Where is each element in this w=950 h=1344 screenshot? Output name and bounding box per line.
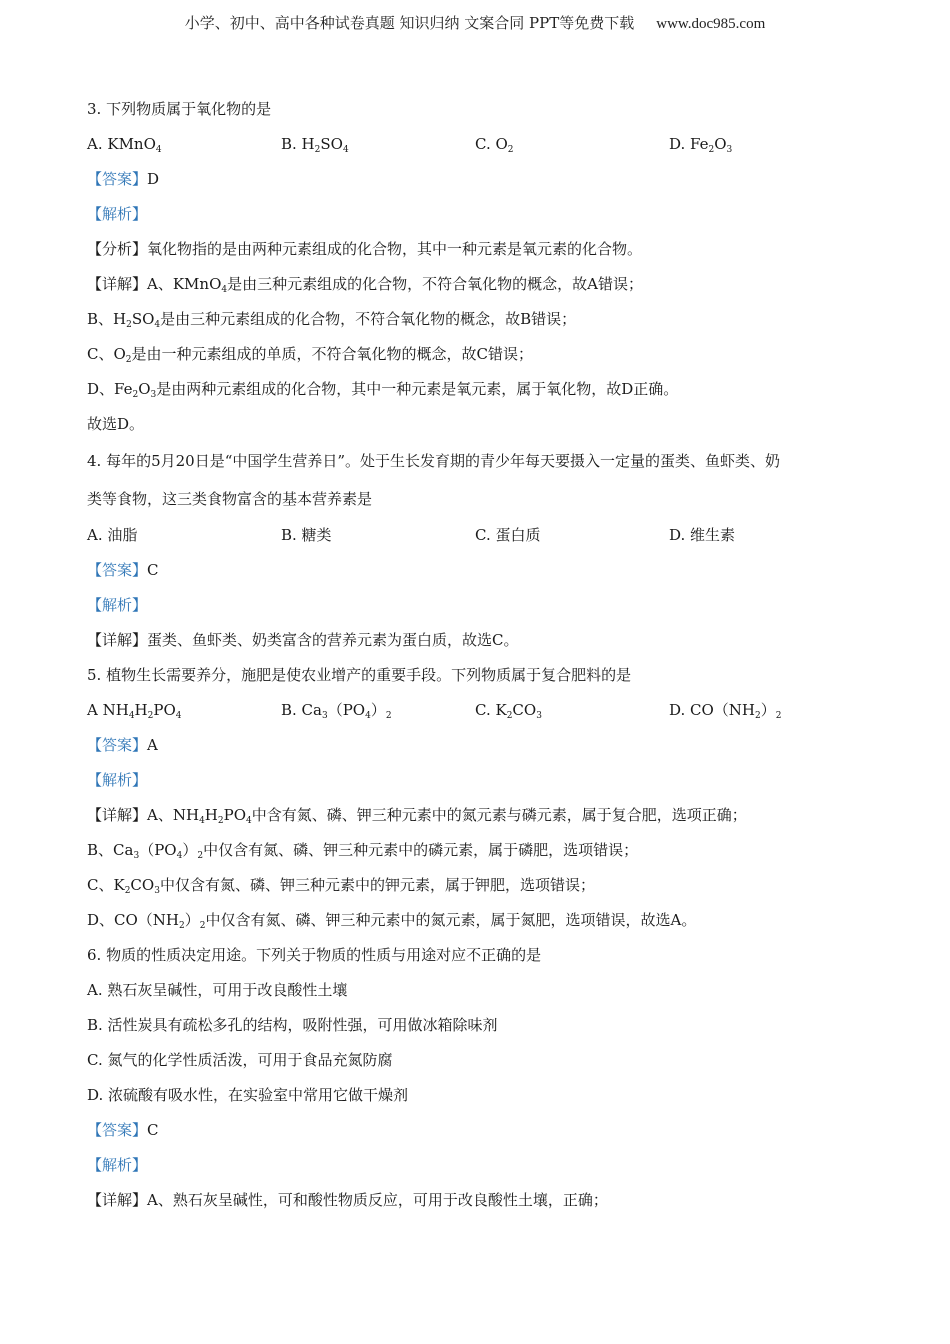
q5-option-d: D. $CO(NH_2)_2$ (669, 701, 782, 721)
q5-analysis-label: 【解析】 (87, 771, 148, 789)
q3-options (87, 127, 877, 162)
q6-option-d: D. 浓硫酸有吸水性，在实验室中常用它做干燥剂 (87, 1086, 409, 1104)
q4-options (87, 518, 877, 553)
q5-option-c: C. $K_2CO_3$ (475, 701, 542, 721)
q3-detail-c: C、$O_2$是由一种元素组成的单质，不符合氧化物的概念，故C错误； (87, 345, 533, 365)
q4-option-b: B. 糖类 (281, 526, 332, 544)
q5-detail-b: B、$Ca_3(PO_4)_2$中仅含有氮、磷、钾三种元素中的磷元素，属于磷肥，选项错误； (87, 841, 639, 861)
q3-detail-d: D、$Fe_2O_3$是由两种元素组成的化合物，其中一种元素是氧元素，属于氧化物，故D正确。 (87, 380, 679, 400)
q3-analysis-label: 【解析】 (87, 205, 148, 223)
document-body (87, 92, 877, 1218)
q3-detail-a: 【详解】A、KMnO$_4$是由三种元素组成的化合物，不符合氧化物的概念，故A错误； (87, 275, 643, 295)
header-title: 小学、初中、高中各种试卷真题 知识归纳 文案合同 PPT等免费下载 (184, 14, 635, 32)
q4-detail: 【详解】蛋类、鱼虾类、奶类富含的营养元素为蛋白质，故选C。 (87, 631, 519, 649)
q3-option-d: D. $Fe_2O_3$ (669, 135, 733, 155)
q4-option-a: A. 油脂 (87, 526, 138, 544)
page-header (0, 12, 950, 33)
q6-analysis-label: 【解析】 (87, 1156, 148, 1174)
q3-answer: 【答案】D (87, 170, 160, 188)
header-site: www.doc985.com (656, 16, 766, 32)
q5-detail-a: 【详解】A、$NH_4H_2PO_4$中含有氮、磷、钾三种元素中的氮元素与磷元素，属于复合肥，选项正确； (87, 806, 747, 826)
q5-detail-d: D、$CO(NH_2)_2$中仅含有氮、磷、钾三种元素中的氮元素，属于氮肥，选项错误，故选A。 (87, 911, 697, 931)
q3-option-b: B. $H_2SO_4$ (281, 135, 349, 155)
q4-stem-line2: 类等食物，这三类食物富含的基本营养素是 (87, 490, 373, 508)
q5-stem: 5. 植物生长需要养分，施肥是使农业增产的重要手段。下列物质属于复合肥料的是 (87, 666, 632, 684)
q3-fenxi: 【分析】氧化物指的是由两种元素组成的化合物，其中一种元素是氧元素的化合物。 (87, 240, 643, 258)
q4-analysis-label: 【解析】 (87, 596, 148, 614)
q3-conclusion: 故选D。 (87, 415, 145, 433)
q5-detail-c: C、$K_2CO_3$中仅含有氮、磷、钾三种元素中的钾元素，属于钾肥，选项错误； (87, 876, 595, 896)
q5-option-a: A $NH_4H_2PO_4$ (87, 701, 182, 721)
q3-option-c: C. $O_2$ (475, 135, 514, 155)
q3-stem: 3. 下列物质属于氧化物的是 (87, 100, 272, 118)
q6-detail: 【详解】A、熟石灰呈碱性，可和酸性物质反应，可用于改良酸性土壤，正确； (87, 1191, 608, 1209)
q5-options (87, 693, 877, 728)
q6-option-c: C. 氮气的化学性质活泼，可用于食品充氮防腐 (87, 1051, 393, 1069)
q3-detail-b: B、$H_2SO_4$是由三种元素组成的化合物，不符合氧化物的概念，故B错误； (87, 310, 577, 330)
q3-option-a: A. KMnO$_4$ (87, 135, 162, 155)
q6-option-b: B. 活性炭具有疏松多孔的结构，吸附性强，可用做冰箱除味剂 (87, 1016, 498, 1034)
q5-answer: 【答案】A (87, 736, 158, 754)
q4-option-c: C. 蛋白质 (475, 526, 541, 544)
q6-option-a: A. 熟石灰呈碱性，可用于改良酸性土壤 (87, 981, 348, 999)
q6-answer: 【答案】C (87, 1121, 159, 1139)
q4-answer: 【答案】C (87, 561, 159, 579)
q4-stem-line1: 4. 每年的5月20日是“中国学生营养日”。处于生长发育期的青少年每天要摄入一定量的蛋类、鱼虾类、奶 (87, 452, 781, 470)
q6-stem: 6. 物质的性质决定用途。下列关于物质的性质与用途对应不正确的是 (87, 946, 542, 964)
q5-option-b: B. $Ca_3(PO_4)_2$ (281, 701, 392, 721)
q4-option-d: D. 维生素 (669, 526, 736, 544)
